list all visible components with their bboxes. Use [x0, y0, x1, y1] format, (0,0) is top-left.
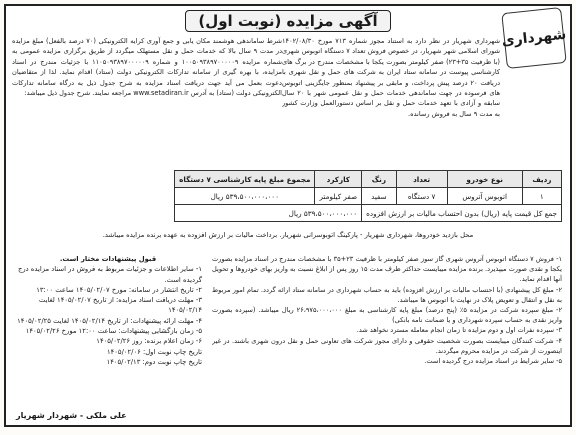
notice-header — [6, 10, 570, 36]
schedule-title: قبول پیشنهادات مختار است. — [59, 255, 157, 263]
cell-row-number: ۱ — [522, 188, 561, 205]
term-item: ۲- مبلغ کل پیشنهادی (با احتساب مالیات بر ارزش افزوده) باید به حساب شهرداری در سامانه ستاد ارائه گردد. تمام امور مربوط به نقل و انتقال و تعویض پلاک در نهایت با اتوبوس ها میباشد. — [212, 285, 562, 304]
col-header-mileage: کارکرد — [315, 171, 362, 188]
cell-color: سفید — [362, 188, 396, 205]
schedule-line: ۵- زمان بازگشایی پیشنهادات: ساعت ۱۲:۰۰ مورخ ۱۴۰۵/۰۲/۲۶ — [25, 327, 202, 336]
visit-note: محل بازدید خودروها، شهرداری شهریار - پارکینگ اتوبوسرانی شهریار. برداخت مالیات بر ارزش افزوده به عهده برنده مزایده میباشد. — [102, 231, 474, 239]
schedule-info — [14, 254, 202, 404]
mayor-signature: علی ملکی - شهردار شهریار — [16, 411, 127, 420]
cell-base-price: ۵۳۹،۵۰۰،۰۰۰،۰۰۰ ریال — [175, 188, 315, 205]
schedule-line: ۱- سایر اطلاعات و جزئیات مربوط به فروش در اسناد مزایده درج گردیده است. — [17, 265, 202, 284]
cell-count: ۷ دستگاه — [396, 188, 447, 205]
schedule-line: ۴- مهلت ارائه پیشنهادات: از تاریخ ۱۴۰۵/۰۲/۱۴ لغایت ۱۴۰۵/۰۲/۲۵ — [17, 316, 202, 325]
col-header-row-number: ردیف — [522, 171, 561, 188]
notice-title: آگهی مزایده (نوبت اول) — [185, 10, 390, 32]
schedule-line: تاریخ چاپ نوبت اول: ۱۴۰۵/۰۲/۰۶ — [106, 347, 202, 356]
intro-right-column: شهرداری شهریار در نظر دارد به استناد مجوز شماره ۷۱۳ مورخ ۱۴۰۲/۰۸/۳۰ شورای اسلامی شهر شهریار، در خصوص فروش تعداد ۷ دستگاه اتوبوس شهری (با ظرفیت ۳۵+۲۳) صفر کیلومتر بصورت یکجا با مشخصات مندرج در برگ های کارشناسی پیوست در سامانه ستاد ایران به شرکت های حمل و نقل شهری با دریافت ۲۰ درصد پیش پرداخت، و مابقی بر پیشنهاد بمنظور جایگزینی اتوبوس های فرسوده در جهت ساماندهی خدمات حمل و نقل عمومی شهر با ۲۰ سال سابقه و آزادی با تعهد خدمات حمل و نقل بر اساس دستورالعمل وزارت کشور به مدت ۹ سال به فروش رسانده. — [282, 37, 500, 118]
schedule-line: ۶- زمان اعلام برنده: روز ۱۴۰۵/۰۲/۲۶ — [96, 337, 202, 346]
term-item: ۱- فروش ۷ دستگاه اتوبوس آتروس شهری گاز سوز صفر کیلومتر با ظرفیت ۲۳+۳۵ با مشخصات مندرج در اسناد مزایده بصورت یکجا و نقدی صورت میپذیرد. برنده مزایده میبایست حداکثر ظرف مدت ۱۵ روز پس از ابلاغ نسبت به واریز بهای خودروها و تحویل آنها اقدام نماید. — [212, 255, 562, 284]
cell-mileage: صفر کیلومتر — [315, 188, 362, 205]
col-header-color: رنگ — [362, 171, 396, 188]
auction-terms — [212, 254, 562, 422]
table-header-row — [175, 171, 562, 188]
auction-table — [174, 170, 562, 222]
notice-page — [4, 4, 572, 427]
table-total-row — [175, 205, 562, 222]
term-item: ۵- سایر شرایط در اسناد مزایده درج گردیده است. — [424, 357, 562, 366]
col-header-count: تعداد — [396, 171, 447, 188]
total-label: جمع کل قیمت پایه (ریال) بدون احتساب مالیات بر ارزش افزوده — [362, 205, 562, 222]
schedule-line: ۲- تاریخ انتشار در سامانه: مورخ ۱۴۰۵/۰۲/۰۷ ساعت ۱۳:۰۰ — [36, 285, 202, 294]
logo-text: شهرداری — [501, 26, 567, 50]
intro-left-column: شرط ساماندهی هوشمند مکان یابی و جمع آوری کرایه الکترونیکی (۷۰ درصد بالفعل) مبلغ مزایده در مدت ۹ سال بالا که خدمات حمل و نقل مستهلک میگردد از طریق برگزاری مزایده عمومی به شماره مزایده ۱۰۰۵۰۹۳۸۹۷۰۰۰۰۰۹ و شماره ۱۱۰۵۰۹۳۸۹۷۰۰۰۰۰۹ با جزئیات مندرج در اسناد مزایده، با بهره گیری از سامانه تدارکات الکترونیکی دولت (ستاد) اقدام نماید. لذا از متقاضیان دعوت بعمل می آید جهت دریافت اسناد مزایده به شرح جدول ذیل به درگاه سامانه تدارکات الکترونیکی دولت (ستاد) به آدرس www.setadiran.ir مراجعه نمایند. شرح جدول ذیل میباشد: — [12, 37, 282, 98]
cell-vehicle-type: اتوبوس آتروس — [447, 188, 522, 205]
schedule-line: ۳- مهلت دریافت اسناد مزایده: از تاریخ ۱۴۰۵/۰۲/۰۷ لغایت ۱۴۰۵/۰۲/۱۴ — [38, 296, 202, 315]
term-item: ۲- مبلغ سپرده شرکت در مزایده ۵٪ (پنج درصد) مبلغ پایه کارشناسی به مبلغ ۲۶،۹۷۵،۰۰۰،۰۰۰ ریال میباشد. (سپرده بصورت واریز نقدی به حساب سپرده شهرداری و یا ضمانت نامه بانکی) — [212, 306, 562, 325]
col-header-base-price: مجموع مبلغ پایه کارشناسی ۷ دستگاه — [175, 171, 315, 188]
term-item: ۴- شرکت کنندگان میبایست بصورت شخصیت حقوقی و دارای مجوز شرکت های تعاونی حمل و نقل درون شهری باشند. در غیر اینصورت از شرکت در مزایده محروم میگردند. — [212, 336, 562, 355]
total-value: ۵۳۹،۵۰۰،۰۰۰،۰۰۰ ریال — [175, 205, 362, 222]
col-header-vehicle-type: نوع خودرو — [447, 171, 522, 188]
table-row — [175, 188, 562, 205]
term-item: ۳- سپرده نفرات اول و دوم مزایده تا زمان انجام معامله مسترد نخواهد شد. — [356, 326, 562, 335]
schedule-line: تاریخ چاپ نوبت دوم: ۱۴۰۵/۰۲/۱۳ — [106, 357, 202, 366]
